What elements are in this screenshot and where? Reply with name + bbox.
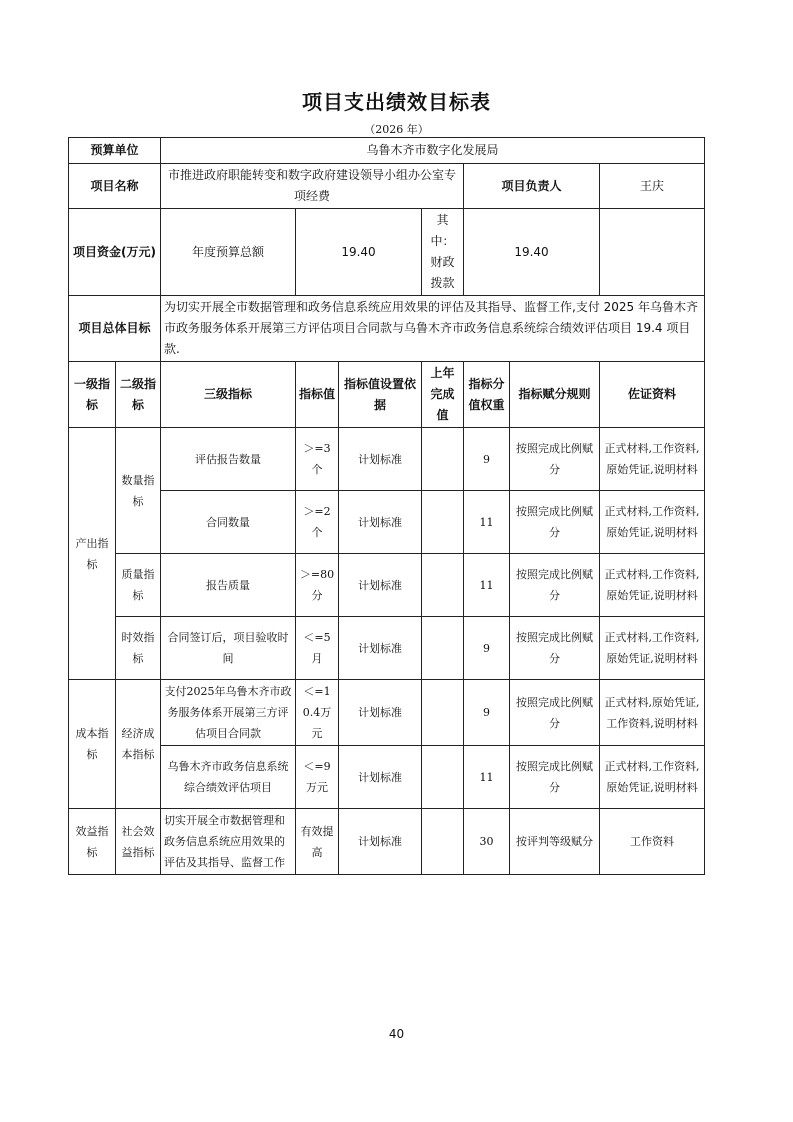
table-row <box>69 746 705 809</box>
row-weight: 9 <box>464 428 510 491</box>
row-rule: 按照完成比例赋分 <box>510 680 600 746</box>
row-basis: 计划标准 <box>339 809 422 875</box>
header-level3: 三级指标 <box>161 362 296 428</box>
group-timeliness: 时效指标 <box>116 617 161 680</box>
row-value: ＜=10.4万元 <box>296 680 339 746</box>
performance-table <box>68 137 705 875</box>
header-basis: 指标值设置依据 <box>339 362 422 428</box>
project-name-value: 市推进政府职能转变和数字政府建设领导小组办公室专项经费 <box>161 164 464 209</box>
row-prev <box>422 617 464 680</box>
year-label: （2026 年） <box>364 123 429 136</box>
row-value: ＞=3个 <box>296 428 339 491</box>
table-row <box>69 491 705 554</box>
row-third: 合同签订后，项目验收时间 <box>161 617 296 680</box>
row-basis: 计划标准 <box>339 746 422 809</box>
header-prev: 上年完成值 <box>422 362 464 428</box>
unit-label: 预算单位 <box>69 138 161 164</box>
fiscal-label: 其中：财政拨款 <box>422 209 464 296</box>
row-third: 合同数量 <box>161 491 296 554</box>
row-basis: 计划标准 <box>339 428 422 491</box>
table-row <box>69 680 705 746</box>
row-basis: 计划标准 <box>339 554 422 617</box>
group-social: 社会效益指标 <box>116 809 161 875</box>
row-weight: 9 <box>464 617 510 680</box>
row-evidence: 正式材料,工作资料,原始凭证,说明材料 <box>600 746 705 809</box>
project-name-label: 项目名称 <box>69 164 161 209</box>
group-quality: 质量指标 <box>116 554 161 617</box>
table-row <box>69 617 705 680</box>
row-third: 乌鲁木齐市政务信息系统综合绩效评估项目 <box>161 746 296 809</box>
header-rule: 指标赋分规则 <box>510 362 600 428</box>
row-weight: 11 <box>464 746 510 809</box>
row-weight: 9 <box>464 680 510 746</box>
row-value: ＜=5月 <box>296 617 339 680</box>
row-basis: 计划标准 <box>339 680 422 746</box>
page-number: 40 <box>388 1027 405 1041</box>
group-output: 产出指标 <box>69 428 116 680</box>
row-value: ＞=2个 <box>296 491 339 554</box>
row-third: 报告质量 <box>161 554 296 617</box>
row-evidence: 正式材料,工作资料,原始凭证,说明材料 <box>600 428 705 491</box>
table-row <box>69 554 705 617</box>
row-prev <box>422 428 464 491</box>
row-evidence: 正式材料,工作资料,原始凭证,说明材料 <box>600 491 705 554</box>
row-third: 支付2025年乌鲁木齐市政务服务体系开展第三方评估项目合同款 <box>161 680 296 746</box>
header-value: 指标值 <box>296 362 339 428</box>
row-third: 评估报告数量 <box>161 428 296 491</box>
table-row <box>69 809 705 875</box>
row-basis: 计划标准 <box>339 491 422 554</box>
project-leader-value: 王庆 <box>600 164 705 209</box>
row-evidence: 工作资料 <box>600 809 705 875</box>
header-evidence: 佐证资料 <box>600 362 705 428</box>
row-rule: 按照完成比例赋分 <box>510 554 600 617</box>
row-weight: 30 <box>464 809 510 875</box>
row-prev <box>422 680 464 746</box>
row-rule: 按照完成比例赋分 <box>510 428 600 491</box>
row-rule: 按照完成比例赋分 <box>510 746 600 809</box>
row-evidence: 正式材料,工作资料,原始凭证,说明材料 <box>600 554 705 617</box>
row-weight: 11 <box>464 491 510 554</box>
row-rule: 按照完成比例赋分 <box>510 491 600 554</box>
overall-goal-value: 为切实开展全市数据管理和政务信息系统应用效果的评估及其指导、监督工作,支付 2025 年乌鲁木齐市政务服务体系开展第三方评估项目合同款与乌鲁木齐市政务信息系统综合绩效评估项目 19.4 项目款. <box>161 296 705 362</box>
row-prev <box>422 746 464 809</box>
header-weight: 指标分值权重 <box>464 362 510 428</box>
group-quantity: 数量指标 <box>116 428 161 554</box>
overall-goal-label: 项目总体目标 <box>69 296 161 362</box>
group-economic: 经济成本指标 <box>116 680 161 809</box>
row-rule: 按照完成比例赋分 <box>510 617 600 680</box>
group-benefit: 效益指标 <box>69 809 116 875</box>
row-value: 有效提高 <box>296 809 339 875</box>
row-third: 切实开展全市数据管理和政务信息系统应用效果的评估及其指导、监督工作 <box>161 809 296 875</box>
row-value: ＞=80分 <box>296 554 339 617</box>
unit-value: 乌鲁木齐市数字化发展局 <box>161 138 705 164</box>
header-level1: 一级指标 <box>69 362 116 428</box>
table-row <box>69 428 705 491</box>
annual-budget-value: 19.40 <box>296 209 422 296</box>
row-basis: 计划标准 <box>339 617 422 680</box>
page-title: 项目支出绩效目标表 <box>302 90 491 114</box>
fiscal-value: 19.40 <box>464 209 600 296</box>
row-rule: 按评判等级赋分 <box>510 809 600 875</box>
funds-label: 项目资金(万元) <box>69 209 161 296</box>
row-evidence: 正式材料,原始凭证,工作资料,说明材料 <box>600 680 705 746</box>
group-cost: 成本指标 <box>69 680 116 809</box>
annual-budget-label: 年度预算总额 <box>161 209 296 296</box>
row-evidence: 正式材料,工作资料,原始凭证,说明材料 <box>600 617 705 680</box>
header-level2: 二级指标 <box>116 362 161 428</box>
row-prev <box>422 491 464 554</box>
project-leader-label: 项目负责人 <box>464 164 600 209</box>
row-value: ＜=9万元 <box>296 746 339 809</box>
row-prev <box>422 554 464 617</box>
row-weight: 11 <box>464 554 510 617</box>
row-prev <box>422 809 464 875</box>
other-funds-cell <box>600 209 705 296</box>
